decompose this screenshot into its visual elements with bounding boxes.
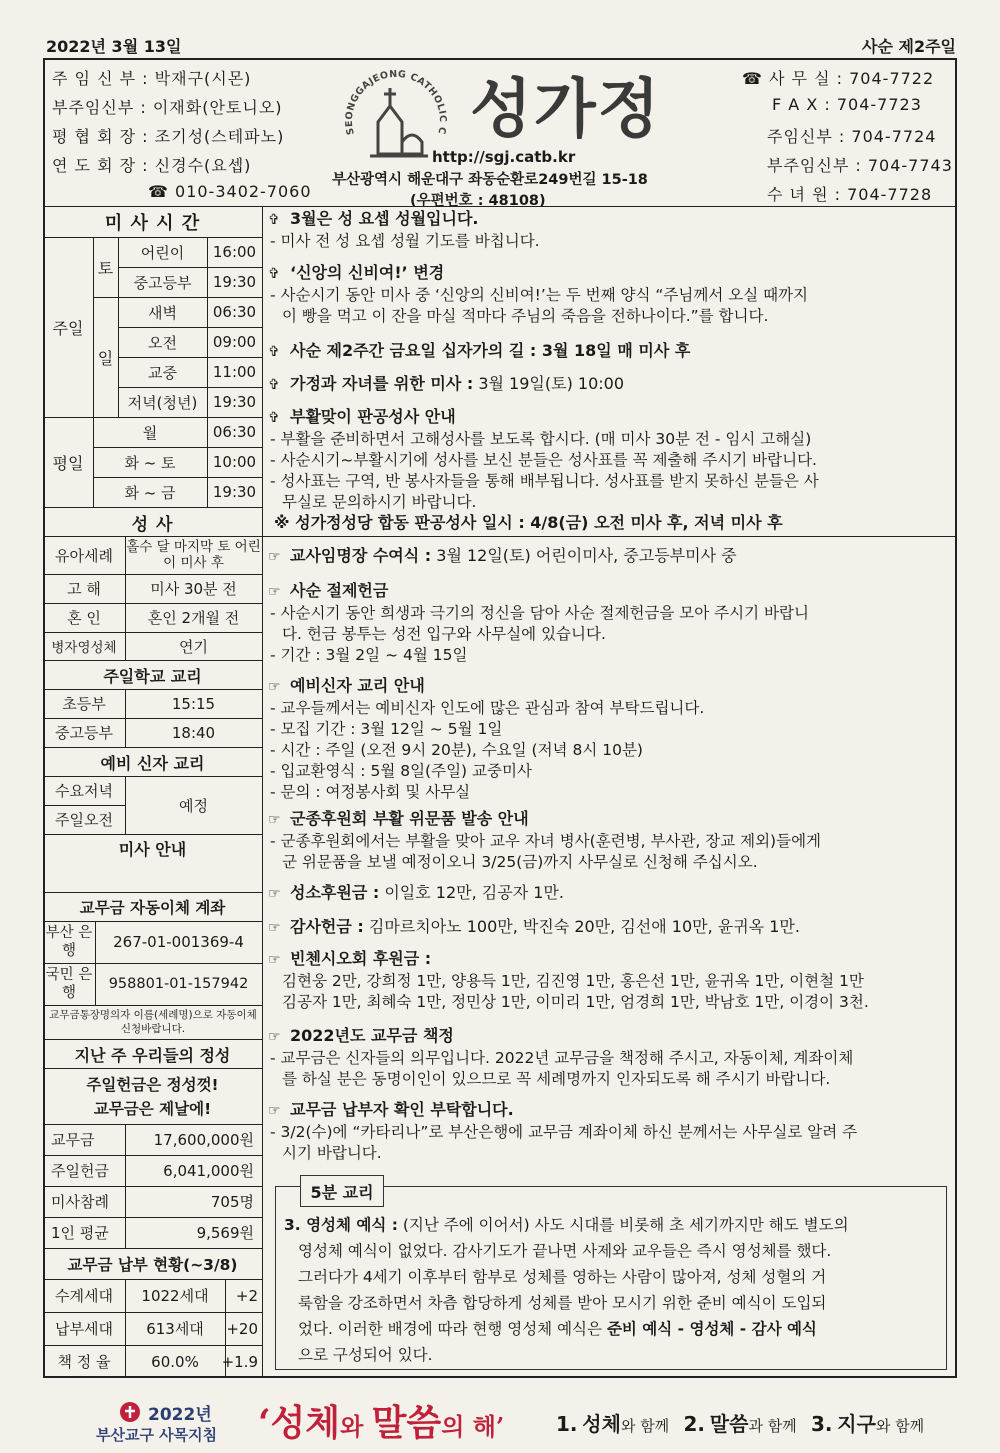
mass-time: 06:30 [212,303,257,321]
contact-convent: 수 녀 원 : 704-7728 [767,185,933,204]
notice-item: ☞ 사순 절제헌금 - 사순시기 동안 희생과 극기의 정신을 담아 사순 절제헌금을 모아 주시기 바랍니 다. 헌금 봉투는 성전 입구와 사무실에 있습니다. - 기간 : 3월 2일 ~ 4월 15일 [268,581,809,664]
catechumen-slot: 수요저녁 [55,782,113,800]
dues-change: +20 [226,1319,258,1338]
mass-name: 화 ~ 토 [124,453,176,472]
sundayday-label: 일 [97,348,114,368]
school-name: 중고등부 [55,724,113,742]
notice-item: ☞ 성소후원금 : 이일호 12만, 김공자 1만. [268,882,954,905]
mass-title: 미 사 시 간 [104,213,201,234]
offering-value: 17,600,000원 [153,1131,254,1149]
mass-time: 11:00 [212,363,257,381]
contact-office: ☎ 사 무 실 : 704-7722 [742,69,935,88]
sacrament-value: 연기 [179,637,208,656]
mass-name: 교중 [148,363,177,382]
notice-item: ✞ 3월은 성 요셉 성월입니다. - 미사 전 성 요셉 성월 기도를 바칩니다. [268,209,540,250]
staff-row: 평 협 회 장 : 조기성(스테파노) [52,127,285,146]
sacrament-value: 홀수 달 마지막 토 어린이 미사 후 [126,539,261,571]
contact-pastor: 주임신부 : 704-7724 [767,127,937,146]
cross-icon: ✞ [268,212,280,228]
school-time: 18:40 [171,723,216,742]
cross-icon: ✞ [268,377,280,393]
pointing-hand-icon: ☞ [268,1029,281,1045]
mass-time: 09:00 [212,333,257,351]
bank-name: 부산 은행 [45,925,93,959]
bank-name: 국민 은행 [45,967,93,1001]
sacrament-name: 병자영성체 [51,640,117,656]
staff-row: 부주임신부 : 이재화(안토니오) [52,98,283,117]
transfer-note: 교무금통장명의자 이름(세례명)으로 자동이체 신청바랍니다. [49,1009,257,1035]
mass-name: 화 ~ 금 [124,483,176,502]
staff-row: 연 도 회 장 : 신경수(요셉) [52,156,252,175]
mass-name: 월 [142,423,158,442]
notice-item: ☞ 군종후원회 부활 위문품 발송 안내 - 군종후원회에서는 부활을 맞아 교우 자녀 병사(훈련병, 부사관, 장교 제외)들에게 군 위문품을 보낼 예정이오니 3/25(금)까지 사무실로 신청해 주십시오. [268,809,822,871]
bulletin-date: 2022년 3월 13일 [46,37,182,56]
notice-item: ☞ 교사임명장 수여식 : 3월 12일(토) 어린이미사, 중고등부미사 중 [268,545,954,568]
school-time: 15:15 [171,694,216,713]
notice-item: ☞ 빈첸시오회 후원금 : 김현웅 2만, 강희정 1만, 양용득 1만, 김진영 1만, 홍은선 1만, 윤귀옥 1만, 이현철 1만 김공자 1만, 최혜숙 1만, 정민상 1만, 이미리 1만, 엄경희 1만, 박남호 1만, 이경이 3천. [268,949,869,1011]
catechumen-status: 예정 [179,796,208,815]
parish-url[interactable]: http://sgj.catb.kr [432,148,576,166]
sunday-school-title: 주일학교 교리 [103,666,202,686]
dues-change: +2 [235,1286,258,1305]
weekday-label: 평일 [52,453,84,473]
pointing-hand-icon: ☞ [268,1103,281,1119]
sacraments-title: 성 사 [131,514,174,535]
notice-item: ☞ 교무금 납부자 확인 부탁합니다. - 3/2(수)에 “카타리나”로 부산은행에 교무금 계좌이체 하신 분께서는 사무실로 알려 주 시기 바랍니다. [268,1100,858,1162]
notice-item: ☞ 감사헌금 : 김마르치아노 100만, 박진숙 20만, 김선애 10만, 윤귀옥 1만. [268,916,954,939]
mass-time: 16:00 [212,243,257,261]
offering-value: 705명 [210,1193,254,1211]
offering-name: 1인 평균 [51,1224,109,1242]
dues-title: 교무금 납부 현황(~3/8) [67,1256,238,1274]
mass-time: 19:30 [212,483,257,501]
notice-item: ☞ 예비신자 교리 안내 - 교우들께서는 예비신자 인도에 많은 관심과 참여 부탁드립니다. - 모집 기간 : 3월 12일 ~ 5월 1일 - 시간 : 주일 (오전 9시 20분), 수요일 (저녁 8시 10분) - 입교환영식 : 5월 8일(주일) 교중미사 - 문의 : 여정봉사회 및 사무실 [268,676,705,801]
pointing-hand-icon: ☞ [268,920,281,936]
dues-value: 613세대 [146,1320,204,1338]
saturday-label: 토 [97,258,114,278]
notice-item: ✞ 사순 제2주간 금요일 십자가의 길 : 3월 18일 매 미사 후 [268,340,954,363]
account-number: 267-01-001369-4 [113,933,244,951]
staff-row: 주 임 신 부 : 박재구(시몬) [52,69,252,88]
dues-name: 수계세대 [55,1287,113,1305]
notice-item: ☞ 2022년도 교무금 책정 - 교무금은 신자들의 의무입니다. 2022년 교무금을 책정해 주시고, 자동이체, 계좌이체 를 하실 분은 동명이인이 있으므로 꼭 세례명까지 인자되도록 해 주시기 바랍니다. [268,1026,854,1088]
mass-name: 오전 [148,333,177,352]
sacrament-name: 고 해 [67,580,101,598]
notice-item: ✞ ‘신앙의 신비여!’ 변경 - 사순시기 동안 미사 중 ‘신앙의 신비여!’는 두 번째 양식 “주님께서 오실 때까지 이 빵을 먹고 이 잔을 마실 적마다 주님의 죽음을 전하나이다.”를 합니다. [268,263,809,325]
contact-assistant: 부주임신부 : 704-7743 [767,156,953,175]
offering-value: 9,569원 [196,1224,254,1242]
cross-icon: ✞ [268,266,280,282]
mass-name: 저녁(청년) [127,393,198,412]
mass-name: 중고등부 [133,273,192,292]
sacrament-value: 혼인 2개월 전 [147,609,240,627]
pointing-hand-icon: ☞ [268,952,281,968]
cross-icon: ✞ [268,410,280,426]
offering-name: 주일헌금 [51,1162,109,1180]
dues-name: 책 정 율 [57,1353,111,1371]
diocese-emblem-icon [118,1400,142,1424]
transfer-title: 교무금 자동이체 계좌 [79,899,226,917]
offering-slogan: 주일헌금은 정성껏! [86,1076,219,1094]
catechumen-title: 예비 신자 교리 [100,753,205,773]
dues-value: 60.0% [151,1352,199,1371]
offering-value: 6,041,000원 [163,1162,254,1180]
parish-postcode: (우편번호 : 48108) [410,193,546,209]
pointing-hand-icon: ☞ [268,886,281,902]
notice-item: ✞ 부활맞이 판공성사 안내 - 부활을 준비하면서 고해성사를 보도록 합시다. (매 미사 30분 전 - 임시 고해실) - 사순시기~부활시기에 성사를 보신 분들은 성사표를 꼭 제출해 주시기 바랍니다. - 성사표는 구역, 반 봉사자들을 통해 배부됩니다. 성사표를 받지 못하신 분들은 사 무실로 문의하시기 바랍니다. [268,407,819,511]
sacrament-name: 혼 인 [67,609,101,627]
cross-icon: ✞ [268,344,280,360]
offering-name: 교무금 [51,1131,95,1149]
offering-name: 미사참례 [51,1193,109,1211]
footer-slogan: ‘성체와 말씀의 해’ [258,1402,505,1444]
pointing-hand-icon: ☞ [268,812,281,828]
bulletin-title: 성가정 [470,72,662,147]
sunday-label: 주일 [52,318,84,338]
account-number: 958801-01-157942 [108,976,249,992]
pointing-hand-icon: ☞ [268,679,281,695]
mass-time: 19:30 [212,393,257,411]
dues-change: +1.9 [221,1352,258,1371]
dues-value: 1022세대 [141,1287,209,1305]
pointing-hand-icon: ☞ [268,584,281,600]
lesson-tag: 5분 교리 [300,1175,384,1207]
chair-phone: ☎ 010-3402-7060 [148,182,312,201]
offering-slogan: 교무금은 제날에! [93,1100,212,1118]
catechumen-slot: 주일오전 [55,811,113,829]
notice-item: ※ 성가정성당 합동 판공성사 일시 : 4/8(금) 오전 미사 후, 저녁 미사 후 [274,513,783,532]
svg-text:SEONGGAJEONG CATHOLIC CHURCH: SEONGGAJEONG CATHOLIC C [343,68,449,136]
mass-guide-label: 미사 안내 [118,839,187,859]
sacrament-value: 미사 30분 전 [150,580,237,598]
parish-address: 부산광역시 해운대구 좌동순환로249번길 15-18 [332,172,648,188]
mass-name: 새벽 [148,303,177,322]
footer-diocese: 부산교구 사목지침 [96,1426,218,1444]
mass-time: 10:00 [212,453,257,471]
offering-title: 지난 주 우리들의 정성 [74,1045,231,1065]
mass-time: 06:30 [212,423,257,441]
footer-year: 2022년 [148,1405,212,1425]
dues-name: 납부세대 [55,1320,113,1338]
liturgical-season: 사순 제2주일 [862,37,956,56]
mass-name: 어린이 [140,243,185,262]
mass-time: 19:30 [212,273,257,291]
footer-items: 1. 성체와 함께 2. 말씀과 함께 3. 지구와 함께 [556,1412,925,1436]
sacrament-name: 유아세례 [55,546,113,565]
lesson-text: 3. 영성체 예식 : (지난 주에 이어서) 사도 시대를 비롯해 초 세기까지만 해도 별도의 영성체 예식이 없었다. 감사기도가 끝나면 사제와 교우들은 즉시 영성체를 했다. 그러다가 4세기 이후부터 함부로 성체를 영하는 사람이 많아져, 성체 성혈의 거 룩함을 강조하면서 차츰 합당하게 성체를 받아 모시기 위한 준비 예식이 도입되 었다. 이러한 배경에 따라 현행 영성체 예식은 준비 예식 - 영성체 - 감사 예식 으로 구성되어 있다. [284,1216,849,1364]
notice-item: ✞ 가정과 자녀를 위한 미사 : 3월 19일(토) 10:00 [268,373,954,396]
school-name: 초등부 [62,695,106,713]
contact-fax: F A X : 704-7723 [772,95,922,114]
pointing-hand-icon: ☞ [268,549,281,565]
